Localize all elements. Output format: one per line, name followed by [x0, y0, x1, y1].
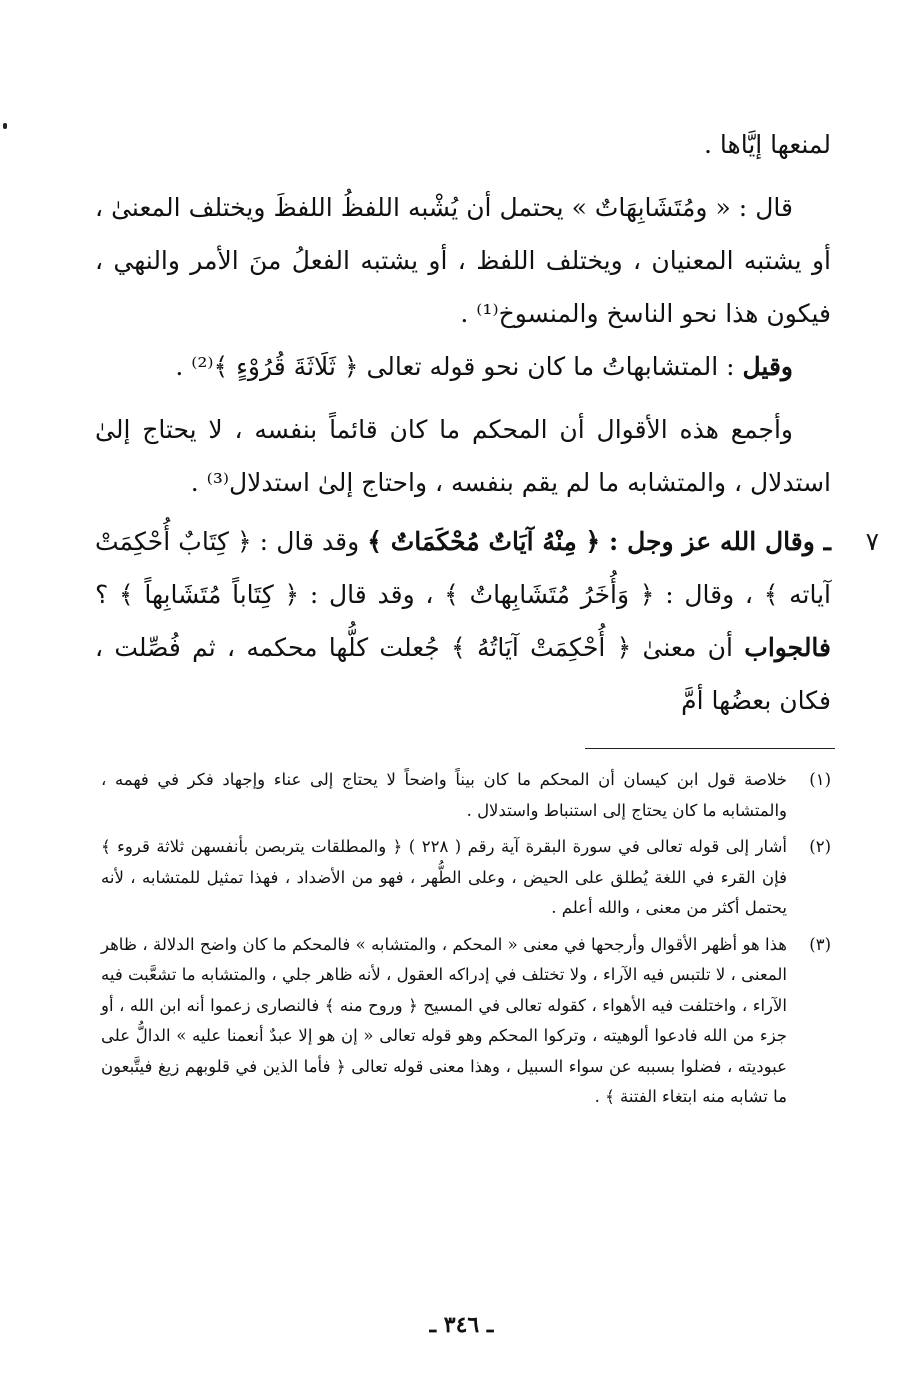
- section-7: [95, 515, 879, 727]
- section-text-1: وقد قال : ﴿ كِتَابٌ أُحْكِمَتْ آياته ﴾ ، وقال : ﴿ وَأُخَرُ مُتَشَابِهاتٌ ﴾ ، وقد قال : ﴿ كِتَاباً مُتَشَابِهاً ﴾ ؟: [95, 527, 831, 609]
- paragraph-2: [95, 340, 831, 393]
- footnotes: [101, 765, 831, 1119]
- footnote-number: (١): [809, 770, 831, 789]
- paragraph-2-lead: وقيل: [742, 352, 793, 381]
- section-heading: ـ وقال الله عز وجل : ﴿ مِنْهُ آيَاتٌ مُحْكَمَاتٌ ﴾: [367, 527, 831, 556]
- paragraph-2-text: : المتشابهاتُ ما كان نحو قوله تعالى ﴿ ثَلَاثَةَ قُرُوْءٍ ﴾⁽²⁾ .: [175, 352, 735, 381]
- paragraph-3: وأجمع هذه الأقوال أن المحكم ما كان قائماً بنفسه ، لا يحتاج إلىٰ استدلال ، والمتشابه ما لم يقم بنفسه ، واحتاج إلىٰ استدلال⁽³⁾ .: [95, 415, 831, 497]
- footnote-text: أشار إلى قوله تعالى في سورة البقرة آية رقم ( ٢٢٨ ) ﴿ والمطلقات يتربصن بأنفسهن ثلاثة قروء ﴾ فإن القرء في اللغة يُطلق على الحيض ، وعلى الطُّهر ، فهو من الأضداد ، فهذا تمثيل للمتشابه ، لأنه يحتمل أكثر من معنى ، والله أعلم .: [101, 837, 787, 917]
- paragraph-1: قال : « ومُتَشَابِهَاتٌ » يحتمل أن يُشْبه اللفظُ اللفظَ ويختلف المعنىٰ ، أو يشتبه المعنيان ، ويختلف اللفظ ، أو يشتبه الفعلُ منَ الأمر والنهي ، فيكون هذا نحو الناسخ والمنسوخ⁽¹⁾ .: [95, 193, 831, 328]
- page-number: ـ ٣٤٦ ـ: [429, 1312, 494, 1338]
- section-answer-label: فالجواب: [744, 633, 831, 662]
- footnote-text: خلاصة قول ابن كيسان أن المحكم ما كان بيناً واضحاً لا يحتاج إلى عناء وإجهاد فكر في فهمه ، والمتشابه ما كان يحتاج إلى استنباط واستدلال .: [101, 770, 787, 820]
- section-text-2: أن معنىٰ ﴿ أُحْكِمَتْ آيَاتُهُ ﴾ جُعلت كلُّها محكمه ، ثم فُصِّلت ، فكان بعضُها أمَّ: [95, 633, 831, 715]
- section-number: ٧: [865, 527, 879, 556]
- footnote-number: (٢): [809, 837, 831, 856]
- margin-mark: [3, 123, 7, 129]
- footnote: [101, 832, 831, 924]
- footnote-text: هذا هو أظهر الأقوال وأرجحها في معنى « المحكم ، والمتشابه » فالمحكم ما كان واضح الدلالة ، ظاهر المعنى ، لا تلتبس فيه الآراء ، ولا تختلف في إدراكه العقول ، لأنه ظاهر جلي ، والمتشابه ما تشعَّبت فيه الآراء ، واختلفت فيه الأهواء ، كقوله تعالى في المسيح ﴿ وروح منه ﴾ فالنصارى زعموا أنه ابن الله ، أو جزء من الله فادعوا ألوهيته ، وتركوا المحكم وهو قوله تعالى « إن هو إلا عبدٌ أنعمنا عليه » الدالُّ على عبوديته ، فضلوا بسببه عن سواء السبيل ، وهذا معنى قوله تعالى ﴿ فأما الذين في قلوبهم زيغ فيتَّبعون ما تشابه منه ابتغاء الفتنة ﴾ .: [101, 934, 787, 1106]
- main-text: [95, 118, 879, 727]
- intro-line: لمنعها إيَّاها .: [704, 130, 831, 159]
- footnote: [101, 930, 831, 1113]
- footnote: [101, 765, 831, 826]
- footnote-divider: [585, 748, 835, 749]
- footnote-number: (٣): [809, 934, 831, 954]
